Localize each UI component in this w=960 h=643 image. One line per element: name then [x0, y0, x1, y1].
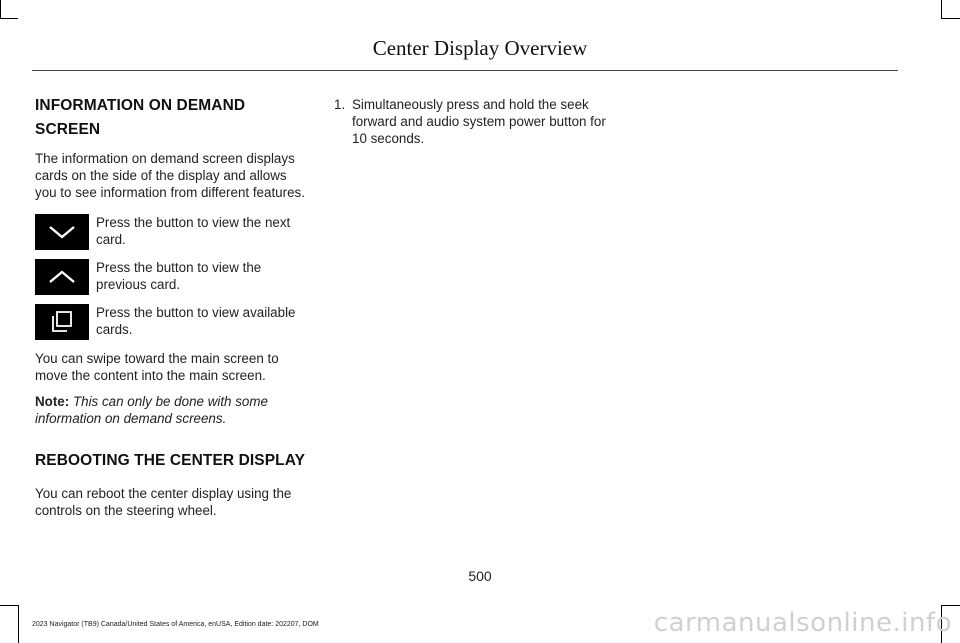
- previous-card-text: Press the button to view the previous card.: [96, 260, 262, 292]
- step-number: 1.: [334, 97, 346, 112]
- watermark: carmanualsonline.info: [653, 608, 952, 638]
- previous-card-row: [35, 259, 310, 295]
- title-divider: [32, 70, 898, 71]
- stacked-cards-icon: [35, 304, 89, 340]
- crop-mark: [0, 0, 1, 18]
- page-number: 500: [468, 568, 492, 584]
- chevron-up-icon: [35, 259, 89, 295]
- section-heading-info-line1: INFORMATION ON DEMAND: [35, 97, 246, 114]
- crop-mark: [941, 18, 960, 19]
- available-cards-row: [35, 304, 310, 340]
- section-heading-info-line2: SCREEN: [35, 121, 101, 138]
- left-column: [35, 94, 310, 519]
- crop-mark: [0, 18, 18, 19]
- chevron-down-icon: [35, 214, 89, 250]
- edition-footer: 2023 Navigator (TB9) Canada/United States of America, enUSA, Edition date: 202207, DOM: [32, 621, 319, 628]
- next-card-row: [35, 214, 310, 250]
- section-heading-reboot: REBOOTING THE CENTER DISPLAY: [35, 452, 306, 469]
- swipe-paragraph: You can swipe toward the main screen to move the content into the main screen.: [35, 351, 279, 383]
- available-cards-text: Press the button to view available cards.: [96, 305, 296, 337]
- page-title: Center Display Overview: [372, 36, 588, 60]
- step-text: Simultaneously press and hold the seek forward and audio system power button for 10 seconds.: [352, 97, 606, 146]
- step-item: [334, 96, 609, 147]
- crop-mark: [18, 605, 19, 643]
- note-label: Note:: [35, 394, 70, 409]
- next-card-text: Press the button to view the next card.: [96, 215, 291, 247]
- right-column: [334, 96, 609, 147]
- reboot-paragraph: You can reboot the center display using the controls on the steering wheel.: [35, 486, 292, 518]
- crop-mark: [941, 605, 960, 606]
- crop-mark: [0, 605, 18, 606]
- crop-mark: [941, 0, 942, 18]
- note-text: This can only be done with some information on demand screens.: [35, 394, 268, 426]
- note-paragraph: [35, 393, 310, 427]
- info-intro-paragraph: The information on demand screen displays cards on the side of the display and allows you to see information from different features.: [35, 151, 305, 200]
